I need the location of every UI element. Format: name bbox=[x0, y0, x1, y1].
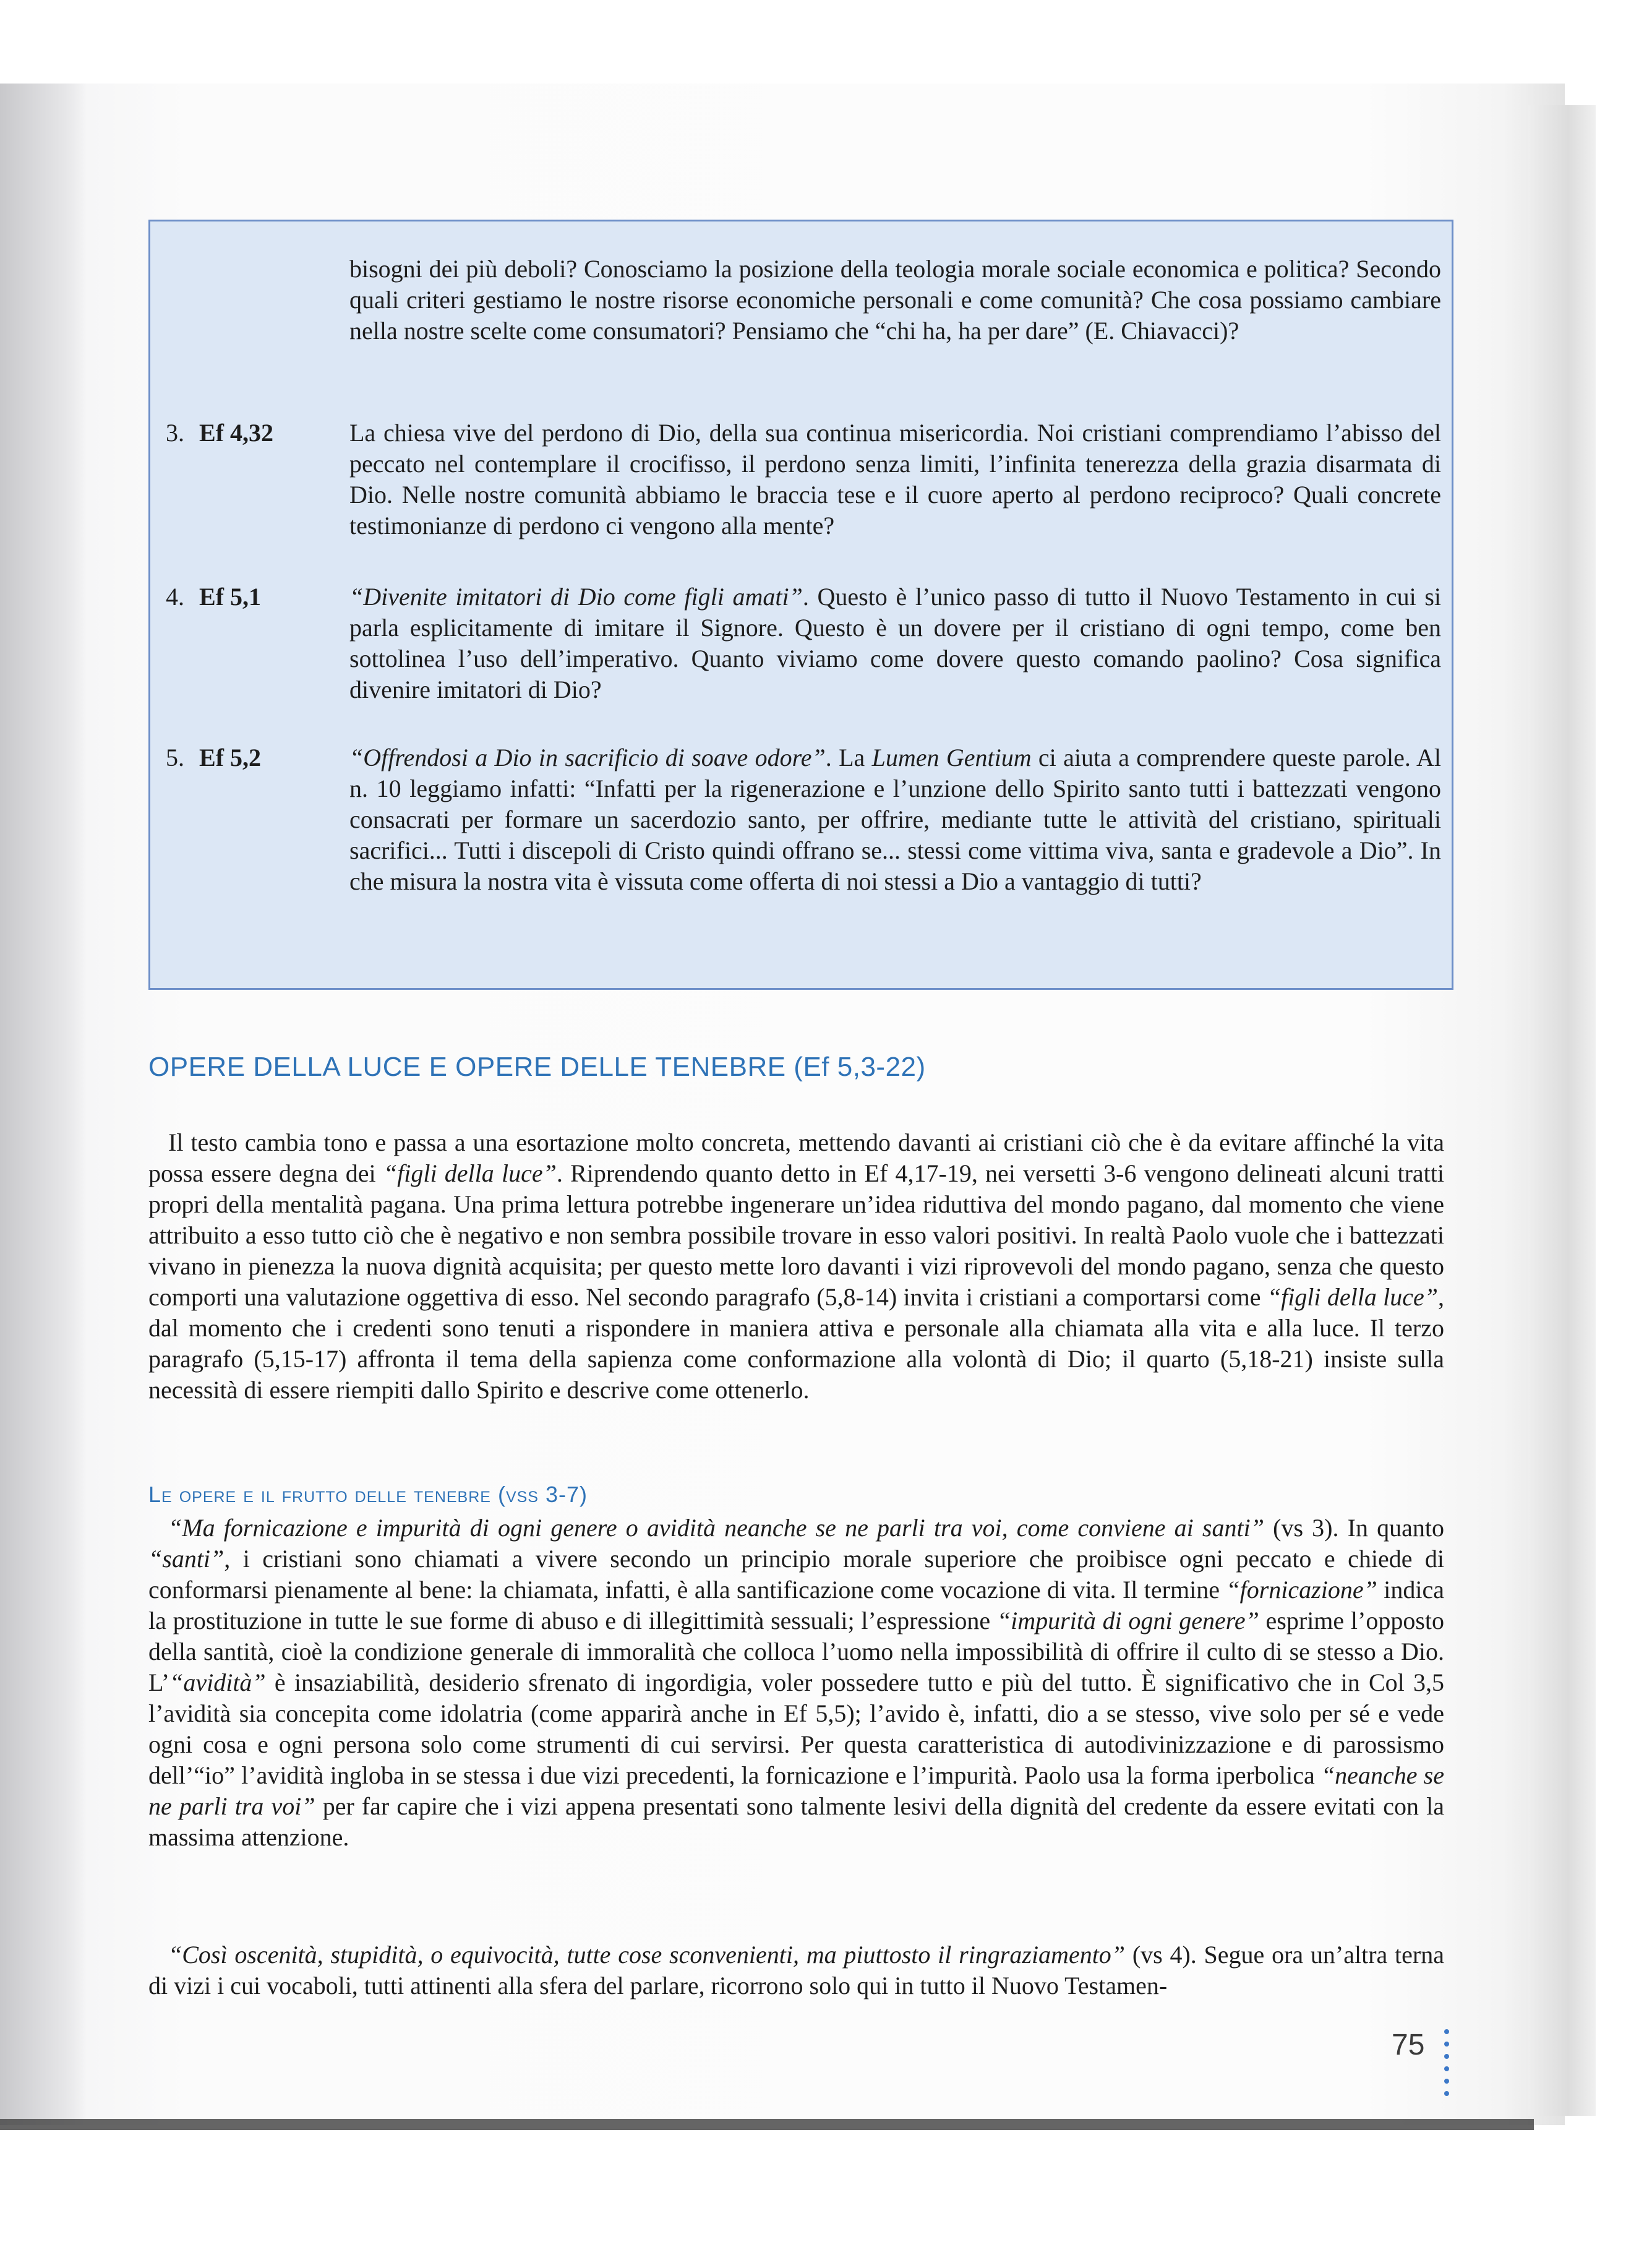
subsection-paragraph-1 bbox=[148, 1513, 1444, 1853]
quote-run: “figli della luce” bbox=[383, 1159, 557, 1187]
book-spine-shadow bbox=[0, 84, 87, 2125]
text-run: esprime l’opposto della santità, cioè la condizione generale di immoralità che colloca l’uomo nella impossibilità di offrire il culto di se stesso a Dio. L’ bbox=[148, 1607, 1444, 1696]
entry-number: 5. bbox=[166, 744, 184, 771]
box-intro-text: bisogni dei più deboli? Conosciamo la posizione della teologia morale sociale economica e politica? Secondo quali criteri gestiamo le nostre risorse economiche personali e come comunità? Che cosa possiamo cambiare nella nostre scelte come consumatori? Pensiamo che “chi ha, ha per dare” (E. Chiavacci)? bbox=[349, 255, 1441, 345]
entry-body: ci aiuta a comprendere queste parole. Al n. 10 leggiamo infatti: “Infatti per la rigenerazione e l’unzione dello Spirito santo tutti i battezzati vengono consacrati per formare un sacerdozio santo, per offrire, mediante tutte le attività del cristiano, spirituali sacrifici... Tutti i discepoli di Cristo quindi offrano se... stessi come vittima viva, santa e gradevole a Dio”. In che misura la nostra vita è vissuta come offerta di noi stessi a Dio a vantaggio di tutti? bbox=[349, 744, 1442, 895]
entry-quote: “Offrendosi a Dio in sacrificio di soave odore” bbox=[349, 744, 826, 771]
text-run: Il testo cambia tono e passa a una esortazione molto concreta, mettendo davanti ai cristiani ciò che è da evitare affinché la vita possa essere degna dei bbox=[148, 1128, 1444, 1187]
page-edge bbox=[1528, 105, 1596, 2116]
page-number: 75 bbox=[1392, 2029, 1425, 2061]
text-run: , i cristiani sono chiamati a vivere secondo un principio morale superiore che proibisce ogni peccato e chiede di conformarsi pienamente al bene: la chiamata, infatti, è alla santificazione come vocazione di vita. Il termine bbox=[148, 1545, 1444, 1604]
entry-5-text bbox=[349, 742, 1441, 897]
quote-run: “Ma fornicazione e impurità di ogni genere o avidità neanche se ne parli tra voi, come conviene ai santi” bbox=[168, 1514, 1264, 1542]
entry-body: . La bbox=[825, 744, 872, 771]
page-bottom-shadow bbox=[0, 2119, 1534, 2130]
entry-4-label bbox=[166, 582, 261, 612]
quote-run: “impurità di ogni genere” bbox=[996, 1607, 1259, 1634]
entry-3-text: La chiesa vive del perdono di Dio, della sua continua misericordia. Noi cristiani comprendiamo l’abisso del peccato nel contemplare il crocifisso, il perdono senza limiti, l’infinita tenerezza della grazia disarmata di Dio. Nelle nostre comunità abbiamo le braccia tese e il cuore aperto al perdono reciproco? Quali concrete testimonianze di perdono ci vengono alla mente? bbox=[349, 419, 1441, 539]
document-title: Lumen Gentium bbox=[871, 744, 1032, 771]
text-run: è insaziabilità, desiderio sfrenato di ingordigia, voler possedere tutto e più del tutto. È significativo che in Col 3,5 l’avidità sia concepita come idolatria (come apparirà anche in Ef 5,5); l’avido è, infatti, dio a se stesso, vive solo per sé e vede ogni cosa e ogni persona solo come strumenti di cui servirsi. Per questa caratteristica di autodivinizzazione e di parossismo dell’“io” l’avidità ingloba in se stessa i due vizi precedenti, la fornicazione e l’impurità. Paolo usa la forma iperbolica bbox=[148, 1669, 1444, 1789]
entry-number: 4. bbox=[166, 583, 184, 611]
decorative-dots-icon bbox=[1444, 2029, 1450, 2103]
text-run: per far capire che i vizi appena presentati sono talmente lesivi della dignità del credente da essere evitati con la massima attenzione. bbox=[148, 1792, 1445, 1851]
entry-reference: Ef 4,32 bbox=[199, 419, 273, 447]
entry-body: . Questo è l’unico passo di tutto il Nuovo Testamento in cui si parla esplicitamente di imitare il Signore. Questo è un dovere per il cristiano di ogni tempo, come ben sottolinea l’uso dell’imperativo. Quanto viviamo come dovere questo comando paolino? Cosa significa divenire imitatori di Dio? bbox=[349, 583, 1441, 703]
section-paragraph-1 bbox=[148, 1127, 1444, 1406]
quote-run: “avidità” bbox=[169, 1669, 266, 1696]
entry-4-text bbox=[349, 582, 1441, 705]
quote-run: “figli della luce” bbox=[1267, 1283, 1438, 1311]
subsection-heading: Le opere e il frutto delle tenebre (vss 3-7) bbox=[148, 1482, 588, 1507]
text-run: indica la prostituzione in tutte le sue forme di abuso e di illegittimità sessuali; l’espressione bbox=[148, 1576, 1444, 1634]
text-run: (vs 4). Segue ora un’altra terna di vizi i cui vocaboli, tutti attinenti alla sfera del parlare, ricorrono solo qui in tutto il Nuovo Testamen- bbox=[148, 1941, 1444, 1999]
entry-3-label bbox=[166, 418, 273, 449]
entry-5-label bbox=[166, 742, 261, 773]
entry-number: 3. bbox=[166, 419, 184, 447]
quote-run: “neanche se ne parli tra voi” bbox=[148, 1761, 1444, 1820]
text-run: (vs 3). In quanto bbox=[1264, 1514, 1444, 1542]
entry-reference: Ef 5,2 bbox=[199, 744, 261, 771]
text-run: . Riprendendo quanto detto in Ef 4,17-19, nei versetti 3-6 vengono delineati alcuni tratti propri della mentalità pagana. Una prima lettura potrebbe ingenerare un’idea riduttiva del mondo pagano, dal momento che viene attribuito a esso tutto ciò che è negativo e non sembra possibile trovare in esso valori positivi. In realtà Paolo vuole che i battezzati vivano in pienezza la nuova dignità acquisita; per questo mette loro davanti i vizi riprovevoli del mondo pagano, senza che questo comporti una valutazione oggettiva di esso. Nel secondo paragrafo (5,8-14) invita i cristiani a comportarsi come bbox=[148, 1159, 1444, 1311]
section-heading: OPERE DELLA LUCE E OPERE DELLE TENEBRE (Ef 5,3-22) bbox=[148, 1052, 926, 1082]
quote-run: “Così oscenità, stupidità, o equivocità, tutte cose sconvenienti, ma piuttosto il ringraziamento” bbox=[168, 1941, 1126, 1969]
quote-run: “santi” bbox=[148, 1545, 225, 1573]
entry-quote: “Divenite imitatori di Dio come figli amati” bbox=[349, 583, 803, 611]
subsection-paragraph-2 bbox=[148, 1939, 1444, 2001]
text-run: , dal momento che i credenti sono tenuti a rispondere in maniera attiva e personale alla chiamata alla vita e alla luce. Il terzo paragrafo (5,15-17) affronta il tema della sapienza come conformazione alla volontà di Dio; il quarto (5,18-21) insiste sulla necessità di essere riempiti dallo Spirito e descrive come ottenerlo. bbox=[148, 1283, 1444, 1404]
quote-run: “fornicazione” bbox=[1226, 1576, 1377, 1604]
entry-reference: Ef 5,1 bbox=[199, 583, 261, 611]
